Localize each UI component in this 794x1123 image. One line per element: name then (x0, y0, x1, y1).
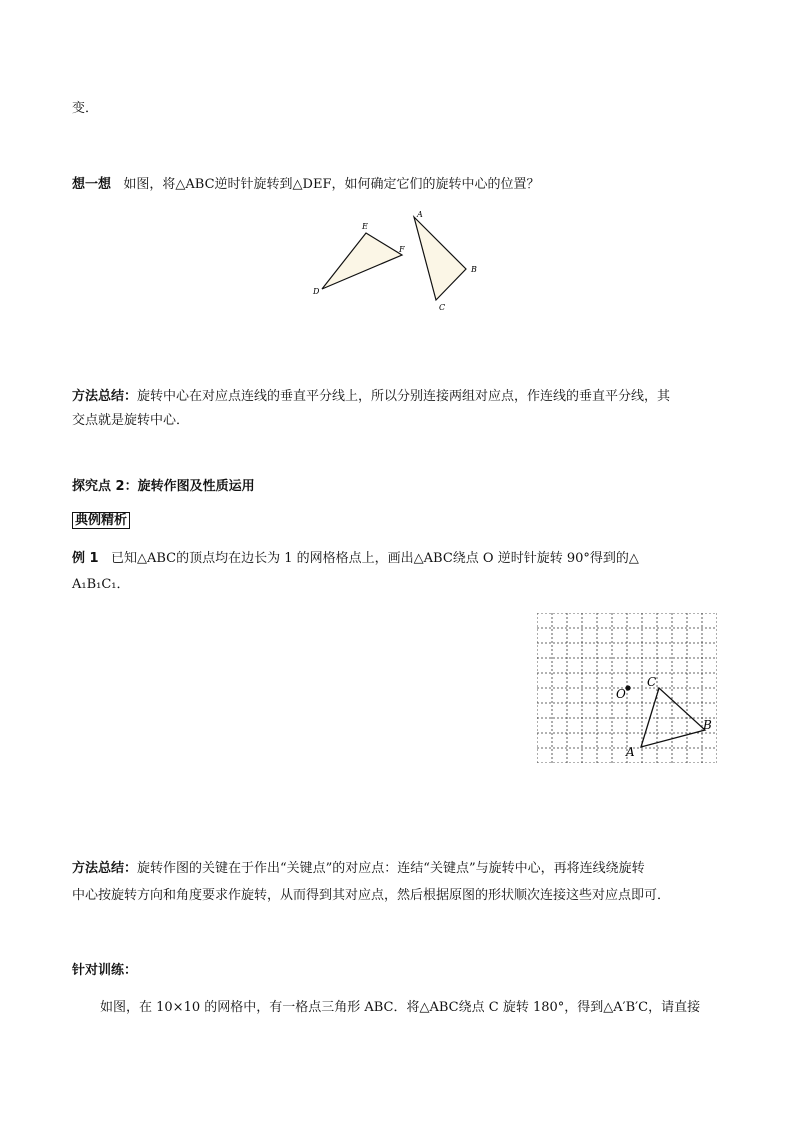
method1-line1 (72, 388, 670, 406)
grid-label-a: A (626, 745, 635, 759)
example-header-wrap (72, 512, 130, 530)
example1-text1: 已知△ABC的顶点均在边长为 1 的网格格点上，画出△ABC绕点 O 逆时针旋转 90°得到的△ (110, 551, 639, 566)
practice-label: 针对训练： (72, 963, 138, 978)
explore2-title: 探究点 2：旋转作图及性质运用 (72, 479, 255, 494)
method2-line1 (72, 860, 645, 878)
label-b: B (471, 265, 477, 274)
label-f: F (399, 245, 405, 254)
method1-text1: 旋转中心在对应点连线的垂直平分线上，所以分别连接两组对应点，作连线的垂直平分线，其 (137, 389, 671, 404)
example1-label: 例 1 (72, 551, 99, 566)
grid-figure (537, 613, 717, 763)
practice-line1: 如图，在 10×10 的网格中，有一格点三角形 ABC．将△ABC绕点 C 旋转 180°，得到△A′B′C，请直接 (100, 1000, 701, 1015)
think-text: 如图，将△ABC逆时针旋转到△DEF，如何确定它们的旋转中心的位置？ (123, 177, 540, 192)
label-c: C (439, 303, 446, 312)
label-e: E (362, 222, 368, 231)
method2-label: 方法总结： (72, 861, 138, 876)
label-d: D (313, 287, 320, 296)
method1-line2: 交点就是旋转中心． (72, 413, 190, 428)
example1-line1 (72, 550, 639, 568)
triangle-abc (414, 217, 466, 300)
triangle-def (322, 233, 402, 289)
example-header: 典例精析 (72, 512, 130, 529)
think-label: 想一想 (72, 177, 112, 192)
grid-label-b: B (703, 718, 712, 732)
triangles-figure (310, 205, 482, 315)
top-fragment: 变． (72, 101, 99, 116)
method2-text1: 旋转作图的关键在于作出“关键点”的对应点：连结“关键点”与旋转中心，再将连线绕旋转 (137, 861, 645, 876)
triangle-abc-grid (641, 688, 705, 747)
grid-label-c: C (647, 675, 657, 689)
label-a: A (417, 210, 423, 219)
point-o (625, 685, 630, 690)
grid-label-o: O (616, 687, 626, 701)
method1-label: 方法总结： (72, 389, 138, 404)
example1-line2: A₁B₁C₁． (72, 577, 130, 592)
think-paragraph (72, 176, 539, 194)
method2-line2: 中心按旋转方向和角度要求作旋转，从而得到其对应点，然后根据原图的形状顺次连接这些对应点即可． (72, 888, 671, 903)
